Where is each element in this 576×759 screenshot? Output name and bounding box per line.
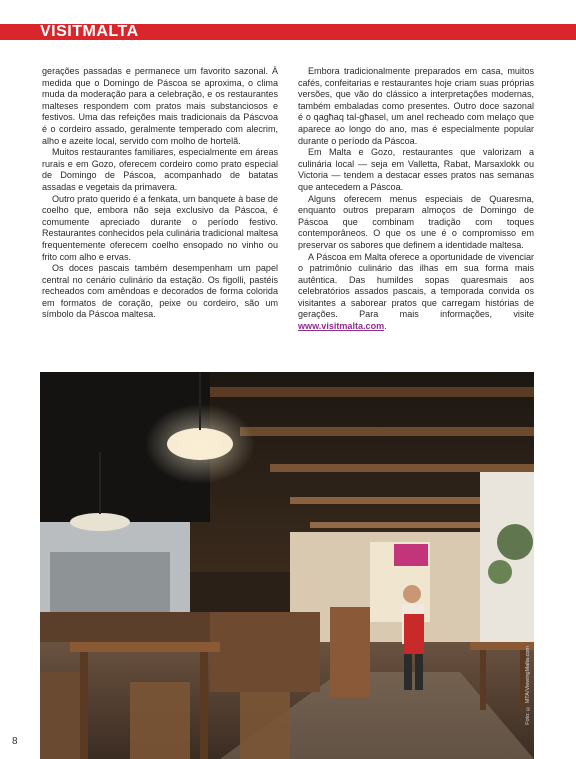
paragraph: Em Malta e Gozo, restaurantes que valorizam a culinária local — seja em Valletta, Rabat, Marsaxlokk ou Victoria — tendem a destacar esses pratos nas semanas que antecedem a Páscoa.: [298, 147, 534, 192]
link-suffix: .: [384, 321, 387, 332]
paragraph: Muitos restaurantes familiares, especialmente em áreas rurais e em Gozo, oferecem cordeiro como prato especial de Domingo de Páscoa, acompanhado de batatas assadas e vegetais da primavera.: [42, 147, 278, 192]
paragraph: Os doces pascais também desempenham um papel central no cenário culinário da estação. Os figolli, pastéis recheados com amêndoas e decorados de forma colorida em formatos de coração, peixe ou cordeiro, são um símbolo da Páscoa maltesa.: [42, 263, 278, 320]
paragraph: Embora tradicionalmente preparados em casa, muitos cafés, confeitarias e restaurantes hoje criam suas próprias versões, que vão do clássico a interpretações modernas, também embaladas como presentes. Outro doce sazonal é o qagħaq tal-għasel, um anel recheado com melaço que aparece ao longo do ano, mas é especialmente popular durante o período da Páscoa.: [298, 66, 534, 146]
paragraph-text: A Páscoa em Malta oferece a oportunidade de vivenciar o patrimônio culinário das ilhas em sua forma mais autêntica. Das humildes sopas quaresmais aos celebratórios assados pascais, a temporada convida os visitantes a saborear pratos que carregam histórias de gerações. Para mais informações, visite: [298, 251, 534, 320]
restaurant-photo: [40, 372, 534, 759]
paragraph-with-link: [298, 252, 534, 333]
photo-credit: Foto: © MTA/ViewingMalta.com: [525, 646, 531, 725]
website-link[interactable]: www.visitmalta.com: [298, 321, 385, 332]
page-number: 8: [12, 736, 18, 747]
article-column-right: [298, 66, 534, 333]
paragraph: gerações passadas e permanece um favorito sazonal. À medida que o Domingo de Páscoa se aproxima, o clima muda da moderação para a celebração, e os restaurantes malteses respondem com pratos mais substanciosos e festivos. Uma das refeições mais tradicionais da Páscvoa é o cordeiro assado, geralmente temperado com alecrim, alho e azeite local, servido com molho de hortelã.: [42, 66, 278, 146]
article-column-left: [42, 66, 278, 321]
paragraph: Outro prato querido é a fenkata, um banquete à base de coelho que, embora não seja exclusivo da Páscoa, é comumente apreciado durante o período festivo. Restaurantes conhecidos pela culinária tradicional maltesa frequentemente oferecem coelho ensopado no vinho ou frito com alho e ervas.: [42, 193, 278, 262]
paragraph: Alguns oferecem menus especiais de Quaresma, enquanto outros preparam almoços de Domingo de Páscoa que combinam tradição com toques contemporâneos. O que os une é o compromisso em preservar os sabores que definem a identidade maltesa.: [298, 193, 534, 250]
brand-logo: VISITMALTA: [40, 23, 139, 40]
